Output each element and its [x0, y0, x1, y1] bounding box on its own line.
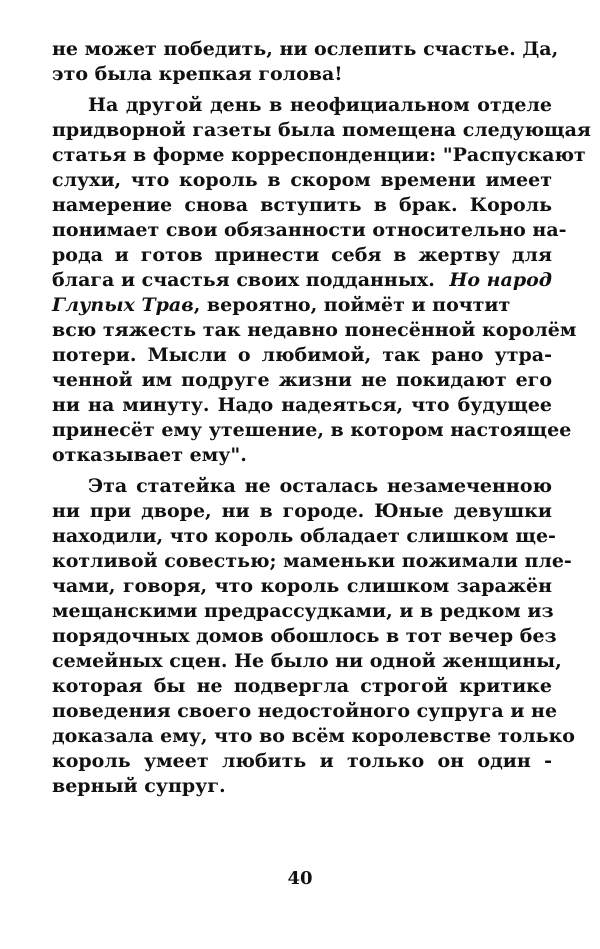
text-line: На другой день в неофициальном отделе: [88, 94, 552, 116]
text-line: отказывает ему".: [52, 444, 247, 466]
italic-text-segment: Но народ: [449, 269, 552, 291]
page-number: 40: [287, 868, 313, 889]
text-line: ни при дворе, ни в городе. Юные девушки: [52, 500, 552, 522]
text-line: рода и готов принести себя в жертву для: [52, 244, 552, 266]
text-line: ченной им подруге жизни не покидают его: [52, 369, 552, 391]
text-line: [52, 269, 552, 292]
text-line: это была крепкая голова!: [52, 63, 343, 85]
text-line: принесёт ему утешение, в котором настоящее: [52, 419, 572, 441]
text-line: поведения своего недостойного супруга и не: [52, 700, 558, 722]
italic-text-segment: Глупых Трав: [52, 294, 194, 316]
text-line: всю тяжесть так недавно понесённой королём: [52, 319, 577, 341]
text-line: находили, что король обладает слишком ще-: [52, 525, 556, 547]
text-line: чами, говоря, что король слишком заражён: [52, 575, 552, 597]
text-segment: , вероятно, поймёт и почтит: [193, 294, 511, 316]
page-text: [52, 38, 591, 797]
text-line: доказала ему, что во всём королевстве только: [52, 725, 575, 747]
text-line: понимает свои обязанности относительно на-: [52, 219, 567, 241]
text-line: мещанскими предрассудками, и в редком из: [52, 600, 554, 622]
text-line: не может победить, ни ослепить счастье. Да,: [52, 38, 559, 60]
text-line: потери. Мысли о любимой, так рано утра-: [52, 344, 552, 366]
text-line: порядочных домов обошлось в тот вечер без: [52, 625, 557, 647]
text-line: король умеет любить и только он один -: [52, 750, 552, 772]
text-segment: блага и счастья своих подданных.: [52, 269, 435, 291]
text-line: намерение снова вступить в брак. Король: [52, 194, 552, 216]
text-line: верный супруг.: [52, 775, 226, 797]
text-line: придворной газеты была помещена следующая: [52, 119, 591, 141]
text-line: ни на минуту. Надо надеяться, что будущее: [52, 394, 552, 416]
text-line: статья в форме корреспонденции: "Распускают: [52, 144, 586, 166]
text-line: семейных сцен. Не было ни одной женщины,: [52, 650, 562, 672]
text-line: Эта статейка не осталась незамеченною: [88, 475, 552, 497]
text-line: котливой совестью; маменьки пожимали пле-: [52, 550, 572, 572]
text-line: [52, 294, 552, 317]
text-line: которая бы не подвергла строгой критике: [52, 675, 552, 697]
text-line: слухи, что король в скором времени имеет: [52, 169, 552, 191]
